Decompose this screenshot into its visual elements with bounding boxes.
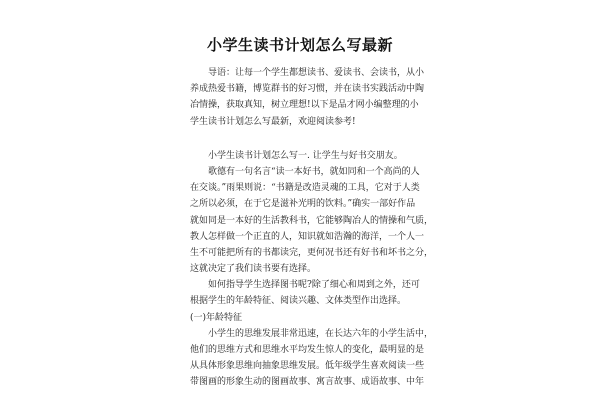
intro-line: 冶情操，获取真知，树立理想!以下是品才网小编整理的小 [190,100,419,111]
section3-line: 小学生的思维发展非常迅速，在长达六年的小学生活中， [208,328,434,339]
section2-line: 如何指导学生选择图书呢?除了细心和周到之外，还可 [208,280,420,291]
document-body [190,65,434,391]
intro-line: 养成热爱书籍，博览群书的好习惯，并在读书实践活动中陶 [190,84,425,95]
document-title: 小学生读书计划怎么写最新 [206,36,393,54]
intro-line: 学生读书计划怎么写最新，欢迎阅读参考! [190,116,356,127]
section1-line: 教人怎样做一个正直的人，知识就如浩瀚的海洋，一个人一 [190,231,425,242]
section1-line: 这就决定了我们读书要有选择。 [190,264,317,275]
section3-line: 从具体形象思维向抽象思维发展。低年级学生喜欢阅读一些 [190,361,425,372]
section1-line: 就如同是一本好的生活教科书，它能够陶冶人的情操和气质， [190,215,434,226]
section1-heading: 小学生读书计划怎么写一. 让学生与好书交朋友。 [208,150,403,161]
section1-line: 歌德有一句名言“读一本好书，就如同和一个高尚的人 [208,166,420,177]
subheading: (一)年龄特征 [190,312,243,323]
paragraph-gap [190,130,408,148]
intro-line: 导语：让每一个学生都想读书、爱读书、会读书，从小 [208,68,425,78]
section3-line: 他们的思维方式和思维水平均发生惊人的变化，最明显的是 [190,345,425,355]
section1-line: 之所以必须，在于它是滋补光明的饮料。”确实一部好作品 [190,199,416,210]
section1-line: 生不可能把所有的书都读完，更何况书还有好书和坏书之分， [190,247,434,258]
section1-line: 在交谈。”雨果则说：“书籍是改造灵魂的工具，它对于人类 [190,183,420,194]
section3-line: 带图画的形象生动的图画故事、寓言故事、成语故事、中年 [190,377,425,388]
section2-line: 根据学生的年龄特征、阅读兴趣、文体类型作出选择。 [190,296,407,307]
